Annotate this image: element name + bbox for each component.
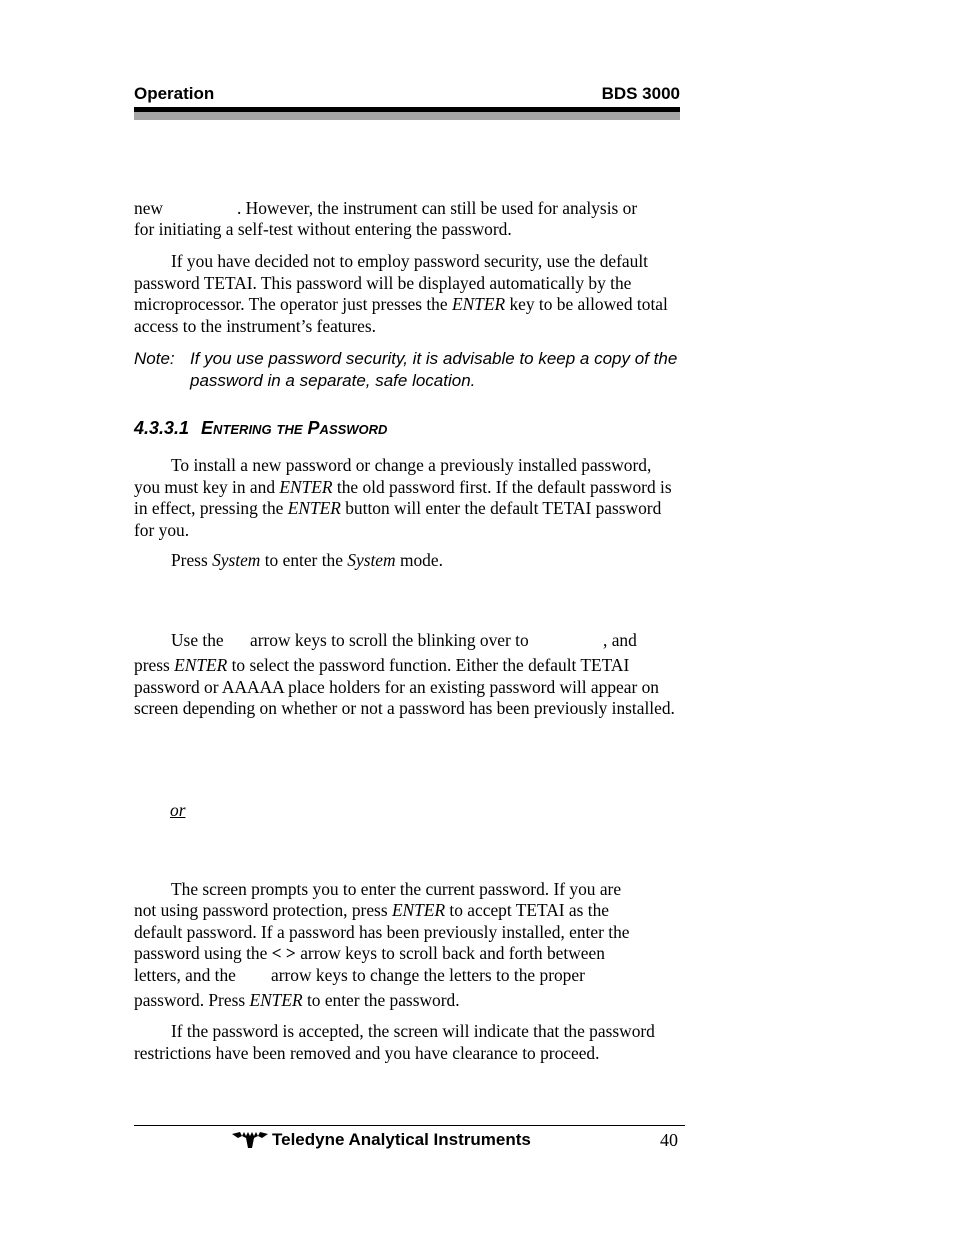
para6-line3: default password. If a password has been previously installed, enter the	[134, 922, 630, 942]
note-text: If you use password security, it is advisable to keep a copy of the password in a separate, safe location.	[190, 349, 678, 390]
para-press-system: Press System to enter the System mode.	[171, 550, 443, 570]
para-default-password: If you have decided not to employ password security, use the default password TETAI. This password will be displayed automatically by the microprocessor. The operator just presses the ENTER key to be allowed total access to the instrument’s features.	[134, 251, 668, 336]
para5-and: , and	[603, 630, 637, 650]
para6-line2: not using password protection, press ENTER to accept TETAI as the	[134, 900, 609, 920]
para-password-accepted: If the password is accepted, the screen will indicate that the password restrictions have been removed and you have clearance to proceed.	[134, 1021, 655, 1063]
section-title: Entering the Password	[201, 418, 388, 438]
note-label: Note:	[134, 349, 175, 368]
teledyne-logo-icon	[232, 1130, 268, 1150]
para5-use-the: Use the	[171, 630, 224, 650]
para6-line5b: arrow keys to change the letters to the proper	[271, 965, 585, 985]
para6-line5a: letters, and the	[134, 965, 236, 985]
para1-line1	[134, 198, 637, 220]
or-separator: or	[170, 800, 186, 820]
page-number: 40	[660, 1130, 678, 1150]
header-rule-gray	[134, 112, 680, 120]
section-heading	[134, 418, 387, 439]
footer-rule	[134, 1125, 685, 1126]
footer-company: Teledyne Analytical Instruments	[272, 1130, 531, 1149]
para6-line6: password. Press ENTER to enter the password.	[134, 990, 460, 1010]
para1-line1-rest: . However, the instrument can still be used for analysis or	[236, 198, 638, 218]
section-number: 4.3.3.1	[134, 418, 190, 438]
page-footer	[232, 1130, 531, 1150]
enter-key-ref: ENTER	[451, 294, 506, 314]
para6-line4: password using the < > arrow keys to scroll back and forth between	[134, 943, 605, 963]
header-section-title: Operation	[134, 84, 215, 103]
para-select-password: press ENTER to select the password function. Either the default TETAI password or AAAAA place holders for an existing password will appear on screen depending on whether or not a password has been previously installed.	[134, 655, 675, 718]
para6-line1: The screen prompts you to enter the current password. If you are	[171, 879, 622, 899]
para-install-password: To install a new password or change a previously installed password, you must key in and ENTER the old password first. If the default password is in effect, pressing the ENTER button will enter the default TETAI password for you.	[134, 455, 672, 540]
para1-line2: for initiating a self-test without entering the password.	[134, 219, 512, 239]
header-product-name: BDS 3000	[601, 84, 680, 103]
para5-arrow-keys: arrow keys to scroll the blinking over to	[250, 630, 529, 650]
para1-new: new	[134, 198, 163, 218]
